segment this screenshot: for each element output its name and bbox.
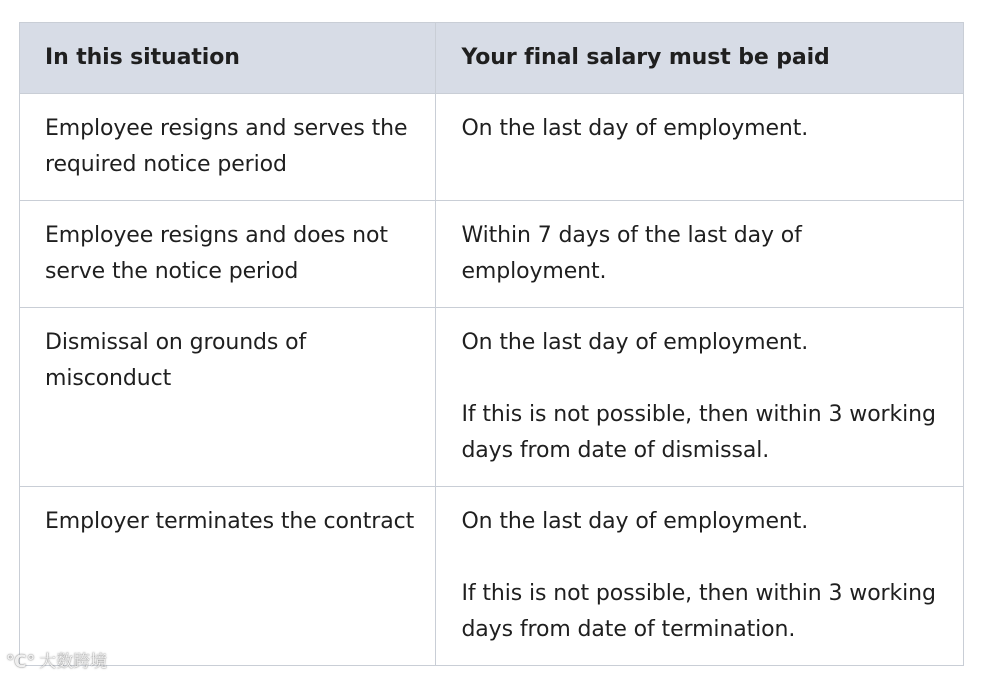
- payment-timing-text: On the last day of employment.: [461, 330, 809, 355]
- payment-timing-cell: [436, 487, 964, 666]
- table-row: [20, 94, 964, 201]
- situation-cell: Employer terminates the contract: [20, 487, 436, 666]
- header-situation: In this situation: [20, 23, 436, 94]
- payment-timing-fallback-text: If this is not possible, then within 3 working days from date of dismissal.: [461, 402, 936, 463]
- payment-timing-fallback-text: If this is not possible, then within 3 working days from date of termination.: [461, 581, 936, 642]
- table-row: [20, 201, 964, 308]
- situation-cell: Dismissal on grounds of misconduct: [20, 308, 436, 487]
- header-final-salary-paid: Your final salary must be paid: [436, 23, 964, 94]
- table-header-row: [20, 23, 964, 94]
- payment-timing-cell: [436, 308, 964, 487]
- payment-timing-text: On the last day of employment.: [461, 509, 809, 534]
- table-row: [20, 487, 964, 666]
- payment-timing-cell: [436, 201, 964, 308]
- payment-timing-cell: [436, 94, 964, 201]
- payment-timing-text: On the last day of employment.: [461, 116, 809, 141]
- watermark-text: 大数跨境: [39, 652, 108, 672]
- table-row: [20, 308, 964, 487]
- situation-cell: Employee resigns and serves the required notice period: [20, 94, 436, 201]
- situation-cell: Employee resigns and does not serve the notice period: [20, 201, 436, 308]
- payment-timing-text: Within 7 days of the last day of employment.: [461, 223, 802, 284]
- watermark-logo-icon: ℃°: [6, 652, 36, 672]
- watermark: [6, 647, 107, 672]
- final-salary-table: [19, 22, 964, 666]
